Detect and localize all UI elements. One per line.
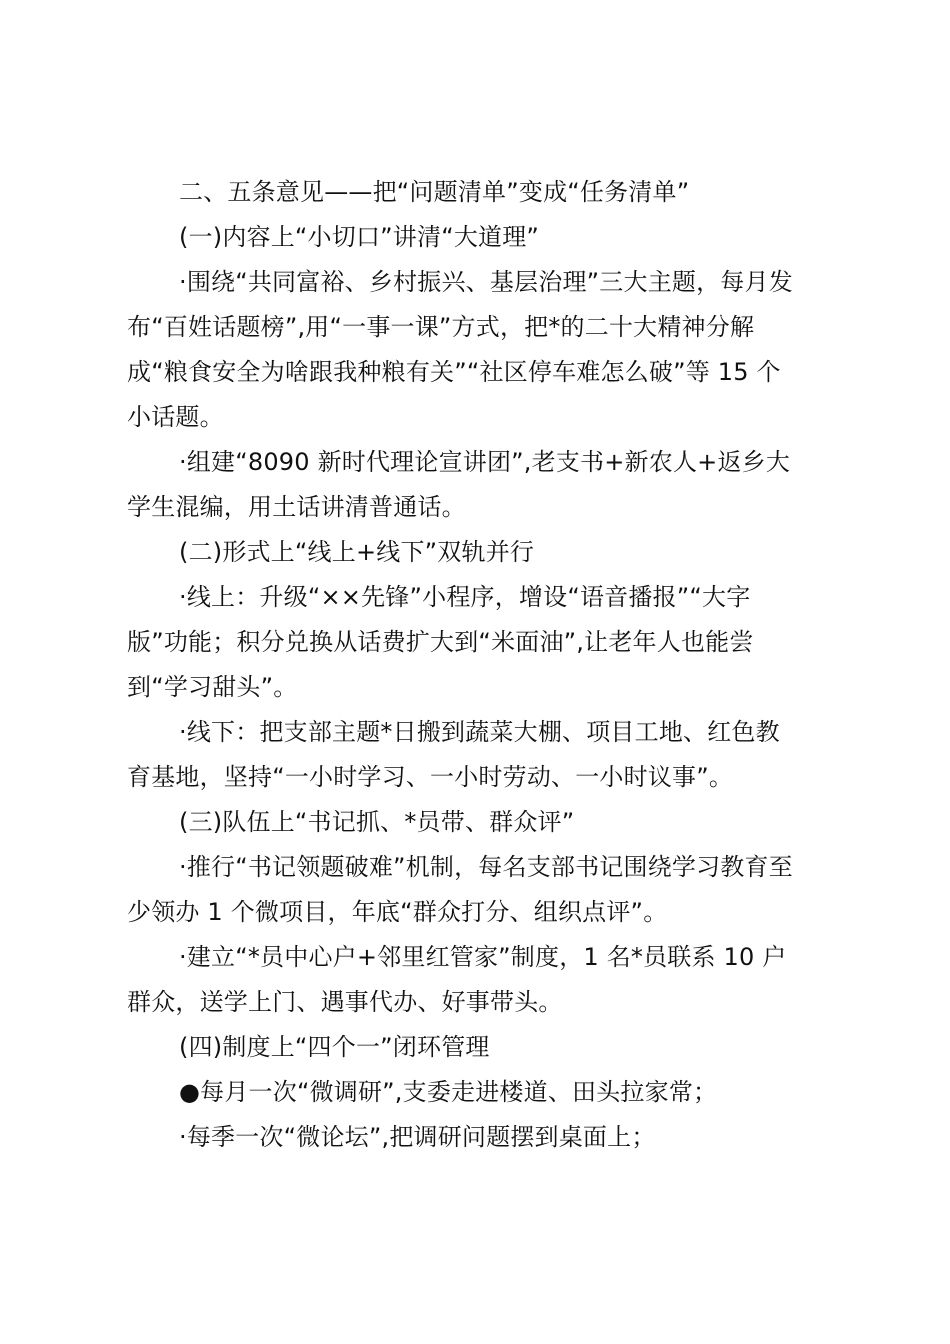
text-line: ●每月一次“微调研”,支委走进楼道、田头拉家常； bbox=[179, 1078, 718, 1106]
text-line: (四)制度上“四个一”闭环管理 bbox=[179, 1033, 490, 1061]
text-line: ·组建“8090 新时代理论宣讲团”,老支书+新农人+返乡大 bbox=[179, 448, 791, 476]
text-line: 布“百姓话题榜”,用“一事一课”方式，把*的二十大精神分解 bbox=[127, 313, 755, 341]
text-line: 少领办 1 个微项目，年底“群众打分、组织点评”。 bbox=[127, 898, 668, 926]
text-line: 二、五条意见——把“问题清单”变成“任务清单” bbox=[179, 178, 690, 206]
text-line: (三)队伍上“书记抓、*员带、群众评” bbox=[179, 808, 575, 836]
paragraph-topics bbox=[127, 260, 833, 440]
text-line: ·围绕“共同富裕、乡村振兴、基层治理”三大主题，每月发 bbox=[179, 268, 793, 296]
paragraph-household bbox=[127, 935, 833, 1025]
text-line: (一)内容上“小切口”讲清“大道理” bbox=[179, 223, 540, 251]
text-line: 成“粮食安全为啥跟我种粮有关”“社区停车难怎么破”等 15 个 bbox=[127, 358, 781, 386]
text-line: ·建立“*员中心户+邻里红管家”制度，1 名*员联系 10 户 bbox=[179, 943, 787, 971]
document-body bbox=[127, 170, 833, 1160]
text-line: 育基地，坚持“一小时学习、一小时劳动、一小时议事”。 bbox=[127, 763, 734, 791]
text-line: 群众，送学上门、遇事代办、好事带头。 bbox=[127, 988, 563, 1016]
subheading-team bbox=[127, 800, 833, 845]
text-line: ·线下：把支部主题*日搬到蔬菜大棚、项目工地、红色教 bbox=[179, 718, 780, 746]
text-line: 学生混编，用土话讲清普通话。 bbox=[127, 493, 466, 521]
text-line: 版”功能；积分兑换从话费扩大到“米面油”,让老年人也能尝 bbox=[127, 628, 754, 656]
paragraph-online bbox=[127, 575, 833, 710]
text-line: 小话题。 bbox=[127, 403, 224, 431]
subheading-content bbox=[127, 215, 833, 260]
text-line: ·线上：升级“××先锋”小程序，增设“语音播报”“大字 bbox=[179, 583, 751, 611]
text-line: ·推行“书记领题破难”机制，每名支部书记围绕学习教育至 bbox=[179, 853, 793, 881]
text-line: 到“学习甜头”。 bbox=[127, 673, 298, 701]
paragraph-quarterly bbox=[127, 1115, 833, 1160]
subheading-form bbox=[127, 530, 833, 575]
paragraph-lecture-team bbox=[127, 440, 833, 530]
text-line: (二)形式上“线上+线下”双轨并行 bbox=[179, 538, 535, 566]
paragraph-offline bbox=[127, 710, 833, 800]
section-heading bbox=[127, 170, 833, 215]
subheading-system bbox=[127, 1025, 833, 1070]
paragraph-secretary bbox=[127, 845, 833, 935]
text-line: ·每季一次“微论坛”,把调研问题摆到桌面上； bbox=[179, 1123, 656, 1151]
paragraph-monthly bbox=[127, 1070, 833, 1115]
